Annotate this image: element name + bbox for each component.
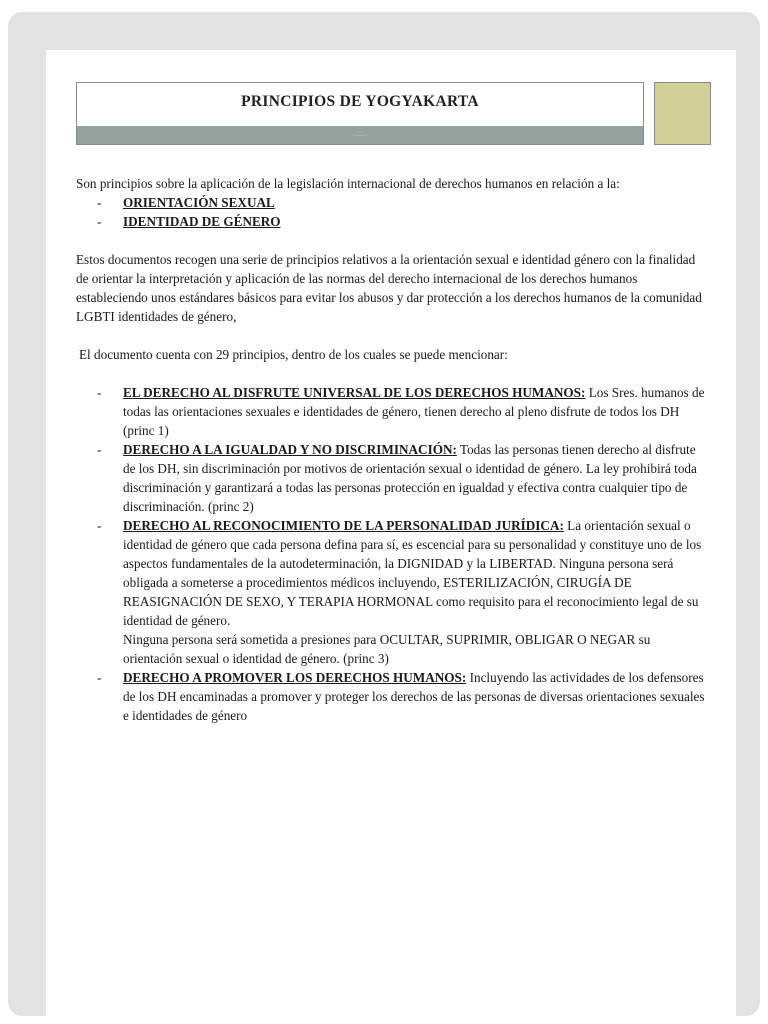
principle-body: Todas las personas tienen derecho al disfrute de los DH, sin discriminación por motivos de orientación sexual o identidad de género. La ley prohibirá toda discriminación y garantizará a todas las personas protección en igualdad y efectiva contra cualquier tipo de discriminación. (princ 2) [123,442,697,514]
document-body [76,174,709,725]
list-item: - IDENTIDAD DE GÉNERO [97,214,281,229]
principle-extra: Ninguna persona será sometida a presiones para OCULTAR, SUPRIMIR, OBLIGAR O NEGAR su orientación sexual o identidad de género. (princ 3) [123,632,651,666]
intro-list [76,193,709,231]
principle-body: La orientación sexual o identidad de género que cada persona defina para sí, es escencial para su personalidad y constituye uno de los aspectos fundamentales de la autodeterminación, la DIGNIDAD y la LIBERTAD. Ninguna persona será obligada a someterse a procedimientos médicos incluyendo, ESTERILIZACIÓN, CIRUGÍA DE REASIGNACIÓN DE SEXO, Y TERAPIA HORMONAL como requisito para el reconocimiento legal de su identidad de género. [123,518,702,628]
title-box [76,82,644,145]
intro-item-label: IDENTIDAD DE GÉNERO [123,214,281,229]
document-sheet [46,50,736,1016]
principle-item: - DERECHO A LA IGUALDAD Y NO DISCRIMINACIÓN: Todas las personas tienen derecho al disfrute de los DH, sin discriminación por motivos de orientación sexual o identidad de género. La ley prohibirá toda discriminación y garantizará a todas las personas protección en igualdad y efectiva contra cualquier tipo de discriminación. (princ 2) [97,442,697,514]
description-paragraph: Estos documentos recogen una serie de principios relativos a la orientación sexual e identidad género con la finalidad de orientar la interpretación y aplicación de las normas del derecho internacional de los derechos humanos estableciendo unos estándares básicos para evitar los abusos y dar protección a los derechos humanos de la comunidad LGBTI identidades de género, [76,252,702,324]
intro-text: Son principios sobre la aplicación de la legislación internacional de derechos humanos en relación a la: [76,176,620,191]
principles-list [76,383,709,725]
principle-item: - DERECHO AL RECONOCIMIENTO DE LA PERSONALIDAD JURÍDICA: La orientación sexual o identidad de género que cada persona defina para sí, es escencial para su personalidad y constituye uno de los aspectos fundamentales de la autodeterminación, la DIGNIDAD y la LIBERTAD. Ninguna persona será obligada a someterse a procedimientos médicos incluyendo, ESTERILIZACIÓN, CIRUGÍA DE REASIGNACIÓN DE SEXO, Y TERAPIA HORMONAL como requisito para el reconocimiento legal de su identidad de género. Ninguna persona será sometida a presiones para OCULTAR, SUPRIMIR, OBLIGAR O NEGAR su orientación sexual o identidad de género. (princ 3) [76,516,709,668]
page-frame [8,12,760,1016]
principle-heading: EL DERECHO AL DISFRUTE UNIVERSAL DE LOS DERECHOS HUMANOS: [123,385,586,400]
principle-heading: DERECHO A PROMOVER LOS DERECHOS HUMANOS: [123,670,467,685]
list-item: - ORIENTACIÓN SEXUAL [97,195,275,210]
principle-item: - DERECHO A PROMOVER LOS DERECHOS HUMANOS: Incluyendo las actividades de los defensores de los DH encaminadas a promover y proteger los derechos de las personas de diversas orientaciones sexuales e identidades de género [97,670,705,723]
principles-intro: El documento cuenta con 29 principios, dentro de los cuales se puede mencionar: [79,347,508,362]
principle-heading: DERECHO A LA IGUALDAD Y NO DISCRIMINACIÓN: [123,442,457,457]
principle-body: Los Sres. humanos de todas las orientaciones sexuales e identidades de género, tienen derecho al pleno disfrute de todos los DH (princ 1) [123,385,705,438]
intro-item-label: ORIENTACIÓN SEXUAL [123,195,275,210]
title-accent-bar: .... [77,126,643,144]
principle-heading: DERECHO AL RECONOCIMIENTO DE LA PERSONALIDAD JURÍDICA: [123,518,564,533]
page-title: PRINCIPIOS DE YOGYAKARTA [241,93,479,110]
principle-body: Incluyendo las actividades de los defensores de los DH encaminadas a promover y proteger los derechos de las personas de diversas orientaciones sexuales e identidades de género [123,670,705,723]
decorative-square [654,82,711,145]
principle-item: - EL DERECHO AL DISFRUTE UNIVERSAL DE LOS DERECHOS HUMANOS: Los Sres. humanos de todas las orientaciones sexuales e identidades de género, tienen derecho al pleno disfrute de todos los DH (princ 1) [97,385,705,438]
